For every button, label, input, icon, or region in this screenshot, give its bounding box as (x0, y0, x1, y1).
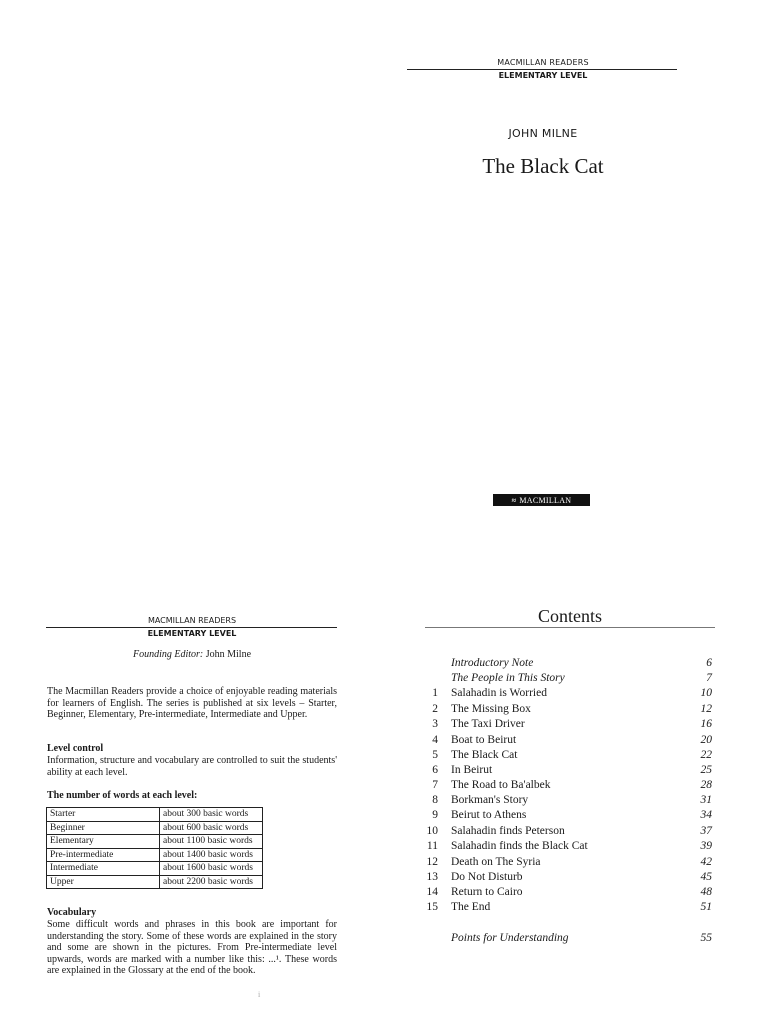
toc-entry (420, 870, 712, 885)
page-number: 39 (700, 840, 712, 852)
toc-entry (420, 839, 712, 854)
chapter-title: Do Not Disturb (451, 871, 523, 883)
table-row (47, 821, 263, 835)
chapter-title: The Black Cat (451, 749, 518, 761)
table-row (47, 848, 263, 862)
page-number: 42 (700, 856, 712, 868)
page-number: 51 (700, 901, 712, 913)
level-cell: Intermediate (47, 862, 160, 876)
page-number: 10 (700, 687, 712, 699)
chapter-number: 2 (432, 703, 438, 715)
toc-entry (420, 855, 712, 870)
page-number: 31 (700, 794, 712, 806)
toc-entry (420, 793, 712, 808)
toc-entry (420, 763, 712, 778)
chapter-number: 13 (426, 871, 438, 883)
chapter-title: In Beirut (451, 764, 493, 776)
toc-entry (420, 702, 712, 717)
header-rule (407, 69, 677, 70)
intro-paragraph: The Macmillan Readers provide a choice of enjoyable reading materials for learners of English. The series is published at six levels – Starter, Beginner, Elementary, Pre-intermediate, Intermediate and Upper. (47, 686, 337, 720)
page-number: 16 (700, 718, 712, 730)
level-cell: Elementary (47, 835, 160, 849)
page-number: 55 (700, 932, 712, 944)
chapter-number: 15 (426, 901, 438, 913)
words-cell: about 1600 basic words (160, 862, 263, 876)
series-name: MACMILLAN READERS (147, 616, 237, 625)
toc-entry (420, 686, 712, 701)
chapter-number: 5 (432, 749, 438, 761)
page-number: 48 (700, 886, 712, 898)
chapter-title: Beirut to Athens (451, 809, 527, 821)
chapter-number: 7 (432, 779, 438, 791)
table-row (47, 875, 263, 889)
words-cell: about 1100 basic words (160, 835, 263, 849)
toc-entry (420, 931, 712, 946)
page-number: 37 (700, 825, 712, 837)
table-row (47, 808, 263, 822)
words-cell: about 300 basic words (160, 808, 263, 822)
chapter-number: 9 (432, 809, 438, 821)
author-name: JOHN MILNE (508, 127, 578, 140)
chapter-number: 11 (426, 840, 438, 852)
level-control-heading: Level control (47, 743, 104, 754)
level-cell: Starter (47, 808, 160, 822)
vocabulary-text: Some difficult words and phrases in this book are important for understanding the story. Some of these words are explained in the story and some are shown in the pictures. From Pre-intermediate level upwards, words are marked with a number like this: ...¹. These words are explained in the Glossary at the end of the book. (47, 919, 337, 976)
vocabulary-heading: Vocabulary (47, 907, 97, 918)
editor-name: John Milne (205, 649, 252, 660)
table-row (47, 862, 263, 876)
page-number: 25 (700, 764, 712, 776)
founding-editor (47, 649, 337, 660)
level-label: ELEMENTARY LEVEL (147, 629, 237, 638)
page-number: 6 (706, 657, 712, 669)
chapter-number: 8 (432, 794, 438, 806)
toc-entry (420, 778, 712, 793)
page-mark: i (258, 990, 261, 999)
chapter-number: 12 (426, 856, 438, 868)
level-label: ELEMENTARY LEVEL (498, 71, 588, 80)
table-row (47, 835, 263, 849)
words-heading: The number of words at each level: (47, 790, 198, 801)
header-rule (46, 627, 337, 628)
toc-entry (420, 824, 712, 839)
chapter-title: The Missing Box (451, 703, 531, 715)
page-number: 22 (700, 749, 712, 761)
page-number: 7 (706, 672, 712, 684)
chapter-title: Points for Understanding (451, 932, 569, 944)
chapter-number: 10 (426, 825, 438, 837)
toc-entry (420, 885, 712, 900)
toc-entry (420, 671, 712, 686)
chapter-title: The End (451, 901, 491, 913)
chapter-number: 3 (432, 718, 438, 730)
page-number: 20 (700, 734, 712, 746)
page-number: 28 (700, 779, 712, 791)
page-number: 12 (700, 703, 712, 715)
words-cell: about 1400 basic words (160, 848, 263, 862)
series-name: MACMILLAN READERS (497, 58, 589, 67)
toc-entry (420, 748, 712, 763)
chapter-title: The Taxi Driver (451, 718, 525, 730)
chapter-title: Return to Cairo (451, 886, 523, 898)
chapter-title: Salahadin finds the Black Cat (451, 840, 588, 852)
chapter-number: 1 (432, 687, 438, 699)
chapter-number: 4 (432, 734, 438, 746)
level-control-text: Information, structure and vocabulary are controlled to suit the students' ability at each level. (47, 755, 337, 778)
chapter-title: Salahadin finds Peterson (451, 825, 565, 837)
editor-label: Founding Editor: (132, 649, 204, 660)
chapter-number: 14 (426, 886, 438, 898)
words-cell: about 600 basic words (160, 821, 263, 835)
level-cell: Pre-intermediate (47, 848, 160, 862)
chapter-title: The People in This Story (451, 672, 565, 684)
page-number: 34 (700, 809, 712, 821)
chapter-title: Death on The Syria (451, 856, 541, 868)
level-cell: Beginner (47, 821, 160, 835)
chapter-title: The Road to Ba'albek (451, 779, 551, 791)
words-table (46, 807, 263, 889)
chapter-title: Boat to Beirut (451, 734, 517, 746)
toc-entry (420, 808, 712, 823)
toc-entry (420, 656, 712, 671)
publisher-logo (493, 494, 590, 506)
chapter-number: 6 (432, 764, 438, 776)
level-cell: Upper (47, 875, 160, 889)
macmillan-wave-icon: ≈ (511, 495, 517, 505)
book-title: The Black Cat (482, 154, 604, 178)
contents-title: Contents (537, 606, 602, 626)
toc-entry (420, 717, 712, 732)
contents-rule (425, 627, 715, 628)
toc-entry (420, 900, 712, 915)
page-number: 45 (700, 871, 712, 883)
chapter-title: Introductory Note (451, 657, 534, 669)
words-cell: about 2200 basic words (160, 875, 263, 889)
chapter-title: Borkman's Story (451, 794, 529, 806)
publisher-name: MACMILLAN (519, 495, 572, 505)
chapter-title: Salahadin is Worried (451, 687, 547, 699)
toc-entry (420, 733, 712, 748)
